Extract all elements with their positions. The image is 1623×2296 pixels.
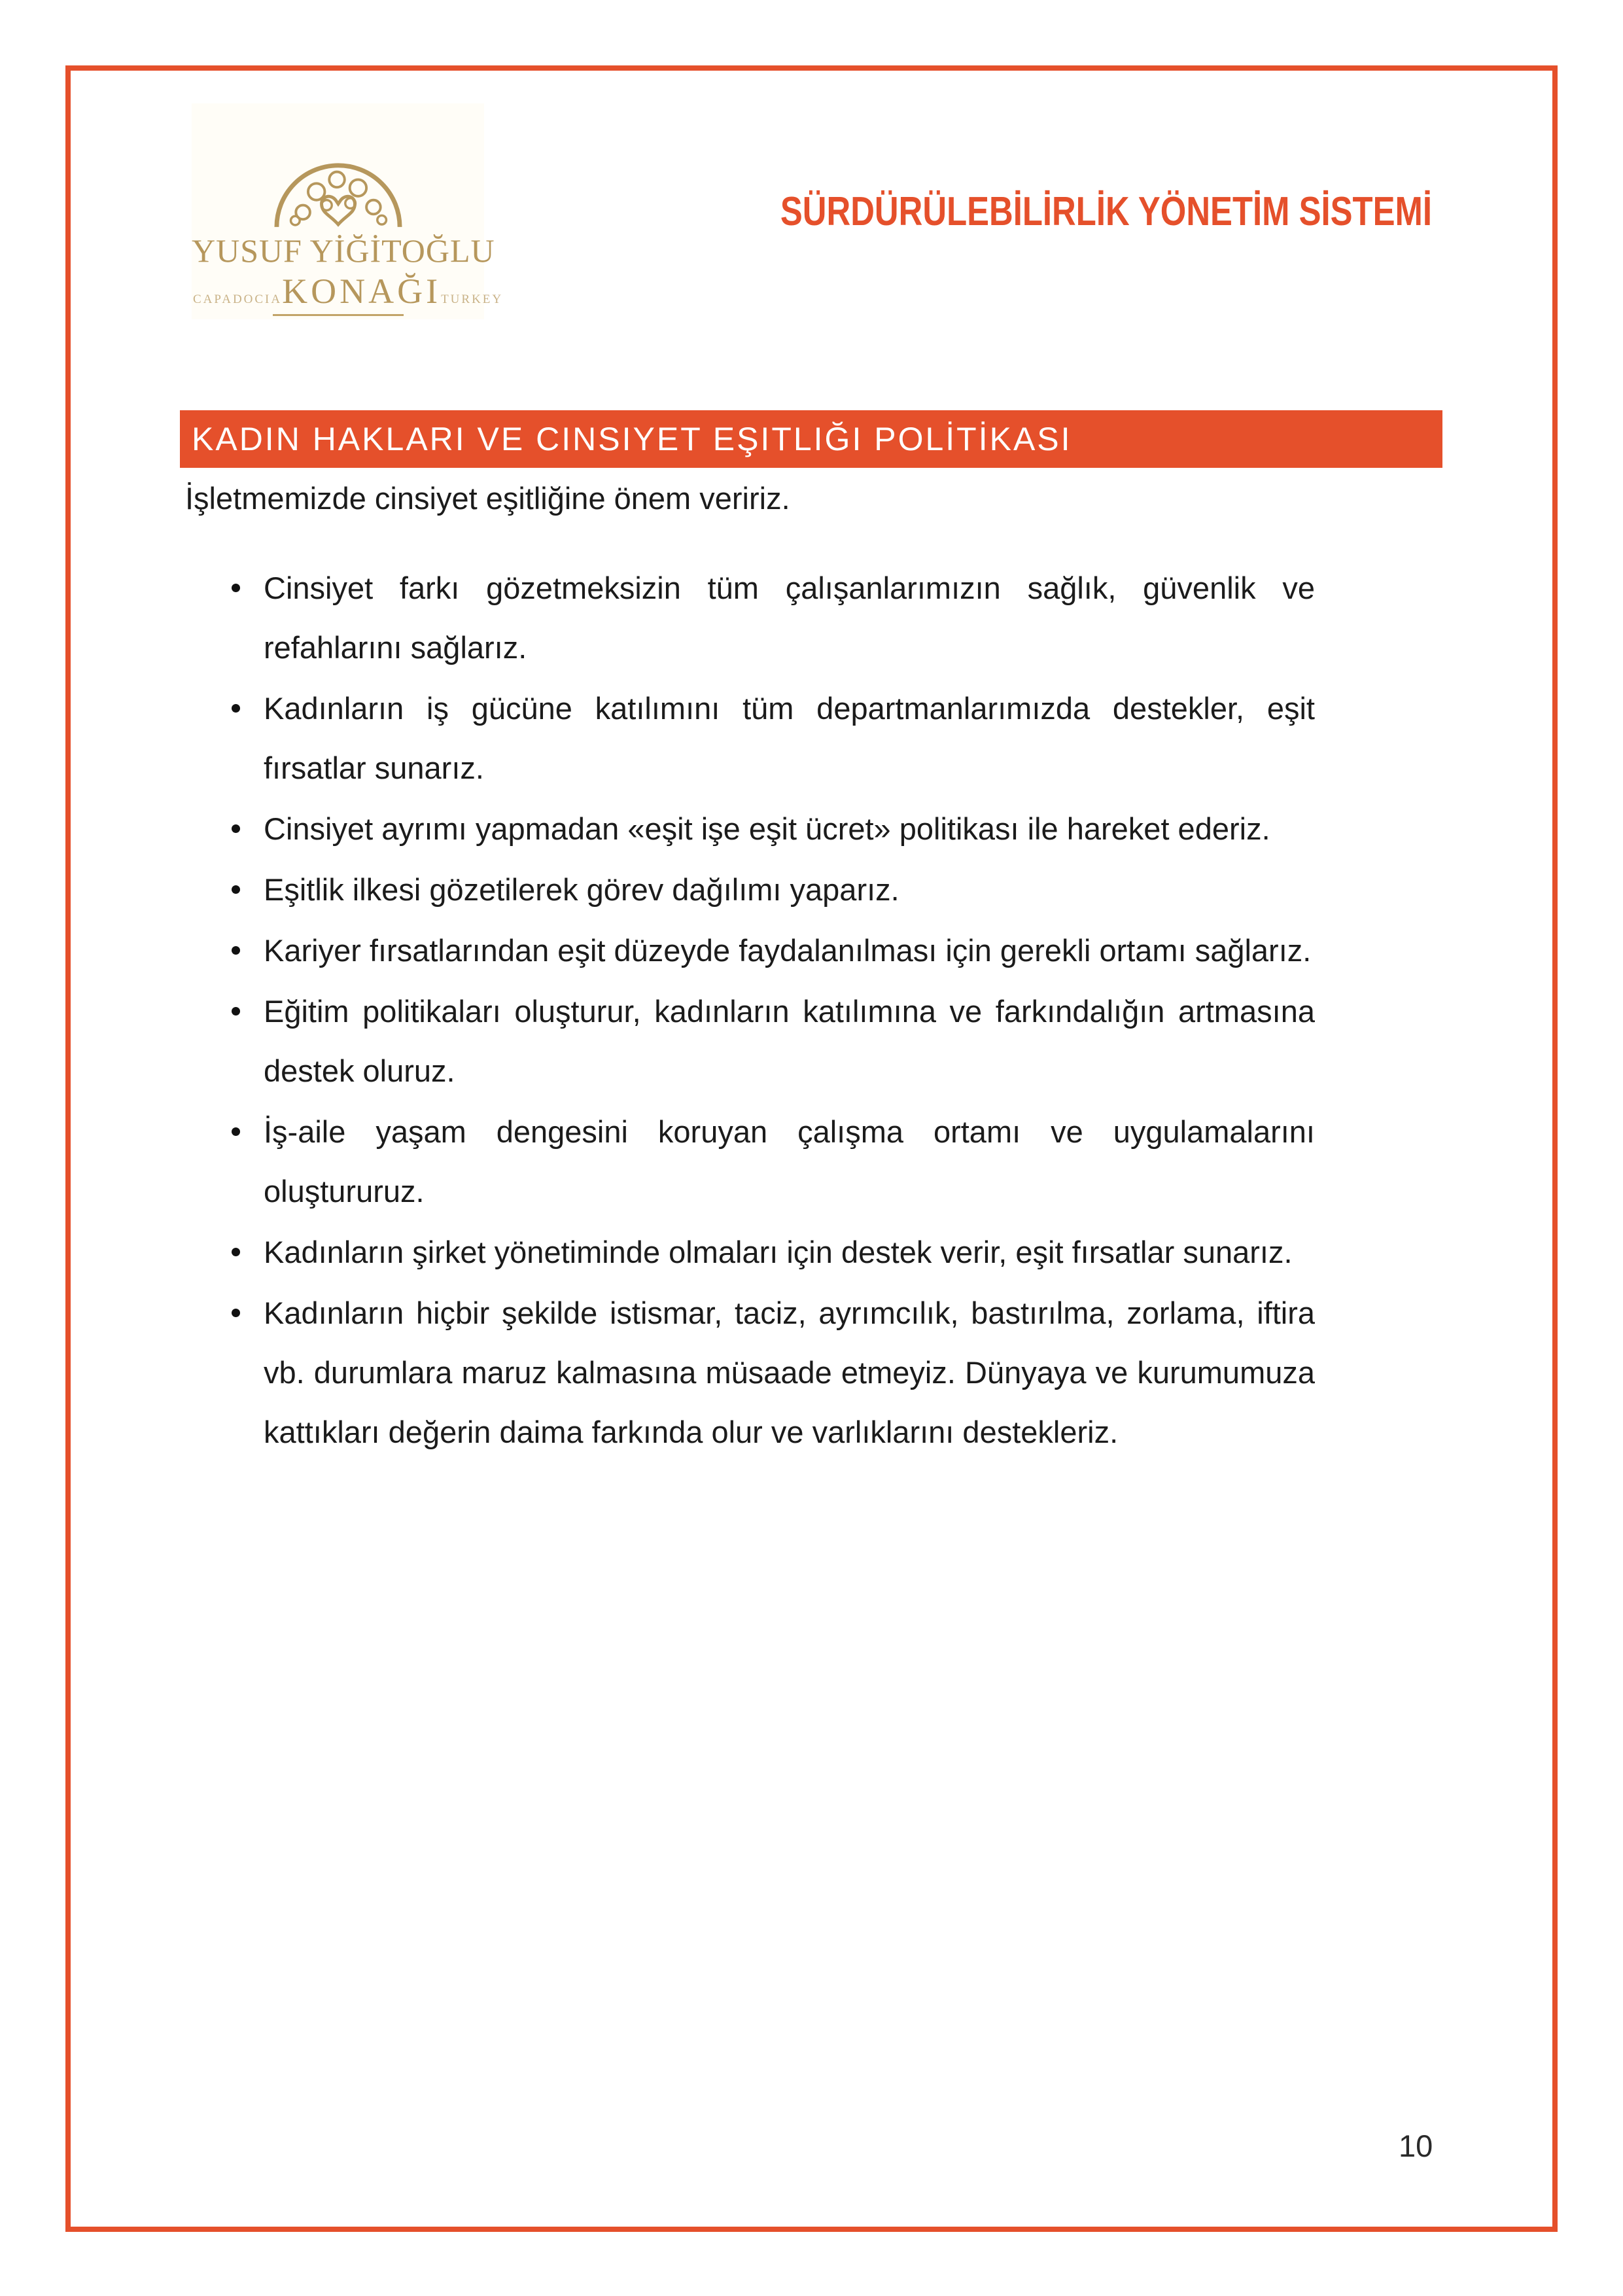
- list-item: [230, 799, 1315, 858]
- bullet-dot-icon: [232, 584, 240, 592]
- bullet-text: Cinsiyet ayrımı yapmadan «eşit işe eşit ücret» politikası ile hareket ederiz.: [264, 811, 1270, 846]
- bullet-dot-icon: [232, 824, 240, 833]
- bullet-text: Kariyer fırsatlarından eşit düzeyde faydalanılması için gerekli ortamı sağlarız.: [264, 933, 1312, 968]
- bullet-dot-icon: [232, 1007, 240, 1016]
- list-item: [230, 1102, 1315, 1221]
- logo-konagi-label: KONAĞI: [282, 272, 442, 311]
- section-banner-label: KADIN HAKLARI VE CINSIYET EŞITLIĞI POLİTİKASI: [192, 421, 1072, 457]
- bullet-dot-icon: [232, 1248, 240, 1256]
- bullet-text: Cinsiyet farkı gözetmeksizin tüm çalışanlarımızın sağlık, güvenlik ve refahlarını sağlarız.: [264, 571, 1315, 665]
- policy-bullet-list: [230, 558, 1315, 1463]
- bullet-dot-icon: [232, 1309, 240, 1317]
- list-item: [230, 860, 1315, 919]
- arch-ornament-icon: [274, 156, 402, 229]
- bullet-text: Kadınların şirket yönetiminde olmaları için destek verir, eşit fırsatlar sunarız.: [264, 1235, 1293, 1269]
- bullet-text: Kadınların hiçbir şekilde istismar, taciz, ayrımcılık, bastırılma, zorlama, iftira vb. durumlara maruz kalmasına müsaade etmeyiz. Dünyaya ve kurumumuza kattıkları değerin daima farkında olur ve varlıklarını destekleriz.: [264, 1296, 1315, 1449]
- list-item: [230, 679, 1315, 798]
- bullet-dot-icon: [232, 1127, 240, 1136]
- document-title: SÜRDÜRÜLEBİLİRLİK YÖNETİM SİSTEMİ: [780, 189, 1432, 234]
- page-number: 10: [1399, 2128, 1433, 2163]
- bullet-text: Kadınların iş gücüne katılımını tüm departmanlarımızda destekler, eşit fırsatlar sunarız.: [264, 691, 1315, 785]
- bullet-dot-icon: [232, 885, 240, 894]
- list-item: [230, 1222, 1315, 1282]
- list-item: [230, 558, 1315, 677]
- logo-capadocia-label: CAPADOCIA: [193, 292, 283, 306]
- company-logo: [192, 103, 504, 319]
- intro-paragraph: İşletmemizde cinsiyet eşitliğine önem veririz.: [185, 481, 790, 516]
- list-item: [230, 921, 1315, 980]
- list-item: [230, 981, 1315, 1101]
- bullet-dot-icon: [232, 704, 240, 713]
- logo-subline: [192, 271, 504, 311]
- bullet-text: Eşitlik ilkesi gözetilerek görev dağılımı yaparız.: [264, 872, 899, 907]
- bullet-text: İş-aile yaşam dengesini koruyan çalışma ortamı ve uygulamalarını oluştururuz.: [264, 1114, 1315, 1209]
- logo-name: YUSUF YİĞİTOĞLU: [192, 232, 495, 269]
- logo-underline: [273, 314, 404, 316]
- list-item: [230, 1283, 1315, 1462]
- logo-turkey-label: TURKEY: [441, 292, 504, 306]
- bullet-dot-icon: [232, 946, 240, 955]
- bullet-text: Eğitim politikaları oluşturur, kadınların katılımına ve farkındalığın artmasına destek oluruz.: [264, 994, 1315, 1088]
- section-banner: [180, 410, 1442, 468]
